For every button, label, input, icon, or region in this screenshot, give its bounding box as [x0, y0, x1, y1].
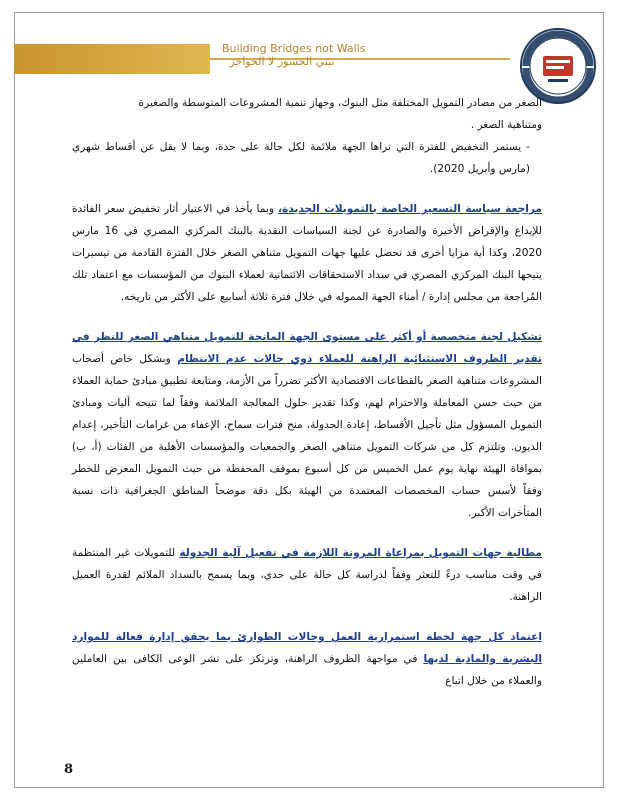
bullet-reduction-period: - يستمر التخفيض للفترة التي تراها الجهة ملائمة لكل حالة على حدة، وبما لا يقل عن أقساط شهري (مارس وأبريل 2020). — [72, 141, 530, 175]
intro-line-2: ومتناهية الصغر . — [470, 119, 542, 131]
slogan-english: Building Bridges not Walls — [222, 42, 366, 55]
page-number: 8 — [64, 762, 74, 777]
section-heading: تشكيل لجنة متخصصة أو أكثر على مستوى الجهة المانحة للتمويل متناهي الصغر للنظر في تقدير الظروف الاستثنائية الراهنة للعملاء ذوي حالات عدم الانتظام — [72, 331, 542, 365]
section-heading: مراجعة سياسة التسعير الخاصة بالتمويلات الجديدة، — [278, 203, 542, 215]
section-rescheduling-flexibility — [72, 542, 542, 608]
section-business-continuity — [72, 626, 542, 692]
section-pricing-policy — [72, 198, 542, 308]
intro-line-1: الصغر من مصادر التمويل المختلفة مثل البنوك، وجهاز تنمية المشروعات المتوسطة والصغيرة — [138, 97, 542, 109]
slogan-arabic: نبني الجسور لا الحواجز — [229, 55, 335, 68]
header-gold-band — [14, 44, 210, 74]
section-text: وبشكل خاص أصحاب المشروعات متناهية الصغر بالقطاعات الاقتصادية الأكثر تضرراً من الأزمة، ومتابعة تطبيق مبادئ حماية العملاء من حيث حسن المعاملة والاحترام لهم، وكذا تقدير حلول المعالجة الملائمة وفقاً لما تتيحه أليات ومبادئ التمويل المسؤول مثل تأجيل الأقساط، إعادة الجدولة، منح فترات سماح، الإعفاء من غرامات التأخير، إعدام الديون. وتلتزم كل من شركات التمويل متناهي الصغر والجمعيات والمؤسسات الأهلية من الفئات (أ، ب) بموافاة الهيئة نهاية يوم عمل الخميس من كل أسبوع بموقف المحفظة من حيث التمويل المعرض للخطر وفقاً لأسس حساب المخصصات المعتمدة من الهيئة بكل دقة موضحاً المناطق الجغرافية ذات نسبة المتأخرات الأكبر. — [72, 353, 542, 519]
section-heading: اعتماد كل جهة لخطة استمرارية العمل وحالات الطوارئ بما يحقق إدارة فعالة للموارد البشرية والمادية لديها — [72, 631, 542, 665]
section-text: في مواجهة الظروف الراهنة، وترتكز على نشر الوعى الكافى بين العاملين والعملاء من خلال اتباع — [72, 653, 542, 687]
section-specialized-committee — [72, 326, 542, 524]
document-body — [72, 92, 542, 692]
section-heading: مطالبة جهات التمويل بمراعاة المرونة اللازمة في تفعيل آلية الجدولة — [179, 547, 542, 559]
section-text: وبما يأخذ في الاعتبار أثار تخفيض سعر الفائدة للإيداع والإقراض الأخيرة والصادرة عن لجنة السياسات النقدية بالبنك المركزي المصري في 16 مارس 2020، وكذا أية مزايا أخرى قد تحصل عليها جهات التمويل متناهي الصغر خلال الفترة القادمة من تيسيرات يتيحها البنك المركزي المصري في سداد الاستحقاقات الائتمانية لعملاء البنوك من المؤسسات مع اعتماد تلك المُراجعة من مجلس إدارة / أمناء الجهة المموله في خلال فترة ثلاثة أسابيع على الأكثر من تاريخه. — [72, 203, 542, 303]
intro-paragraph — [72, 92, 542, 136]
header-slogan — [222, 42, 366, 68]
section-text: للتمويلات غير المنتظمة في وقت مناسب درءً للتعثر وفقاً لدراسة كل حالة على حدي، وبما يسمح بالسداد الملائم لقدرة العميل الراهنة. — [72, 547, 542, 603]
